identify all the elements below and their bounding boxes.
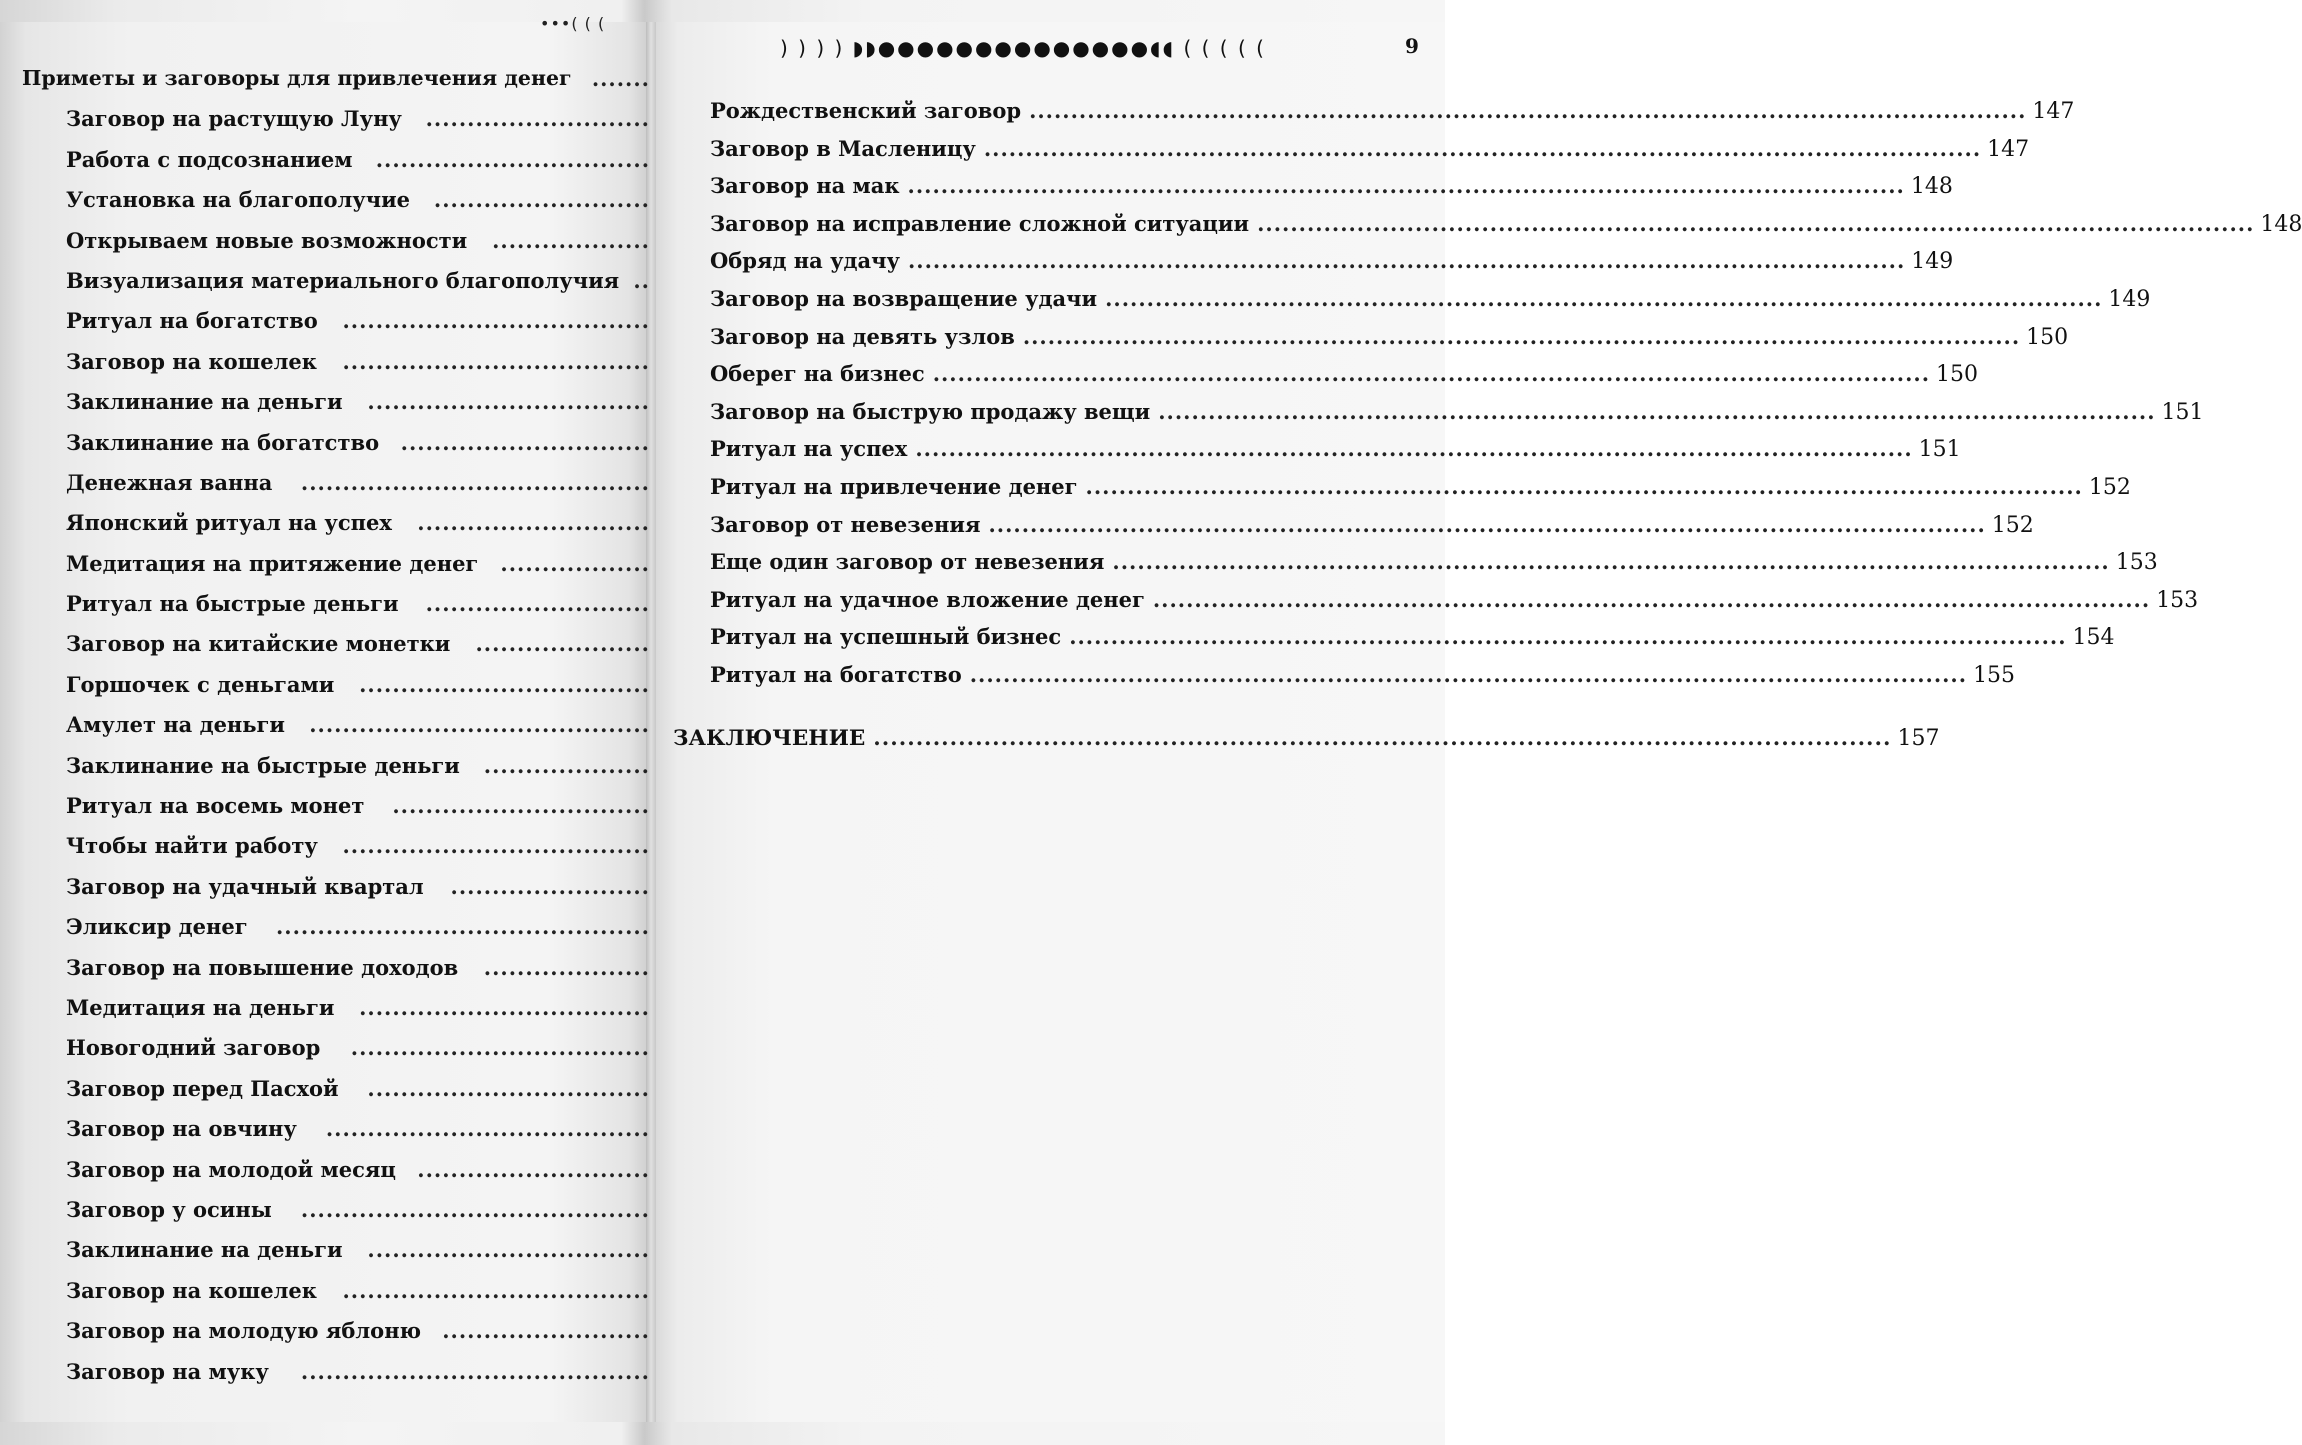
dot-leader: ................... <box>492 227 650 253</box>
toc-entry-title: Денежная ванна <box>66 469 273 495</box>
toc-entry <box>710 624 2115 662</box>
toc-entry <box>710 661 2016 700</box>
toc-entry <box>22 1031 652 1071</box>
dot-leader: ........................................................................................................................ <box>1112 549 2110 575</box>
toc-entry-title: Заговор на китайские монетки <box>66 631 451 657</box>
toc-entry-title: Заговор на растущую Луну <box>66 106 402 132</box>
toc-entry-title: Заклинание на богатство <box>66 429 380 455</box>
toc-entry-title: Медитация на деньги <box>66 994 335 1020</box>
toc-entry-title: Эликсир денег <box>66 914 248 940</box>
dot-leader: ....... <box>591 66 650 91</box>
toc-page-number: 148 <box>2260 211 2302 237</box>
toc-entry-title: Заговор на повышение доходов <box>66 954 459 980</box>
toc-entry-title: Заговор в Масленицу <box>710 135 976 161</box>
dot-leader: ........................................................................................................................ <box>932 361 1931 387</box>
dot-leader: .................................. <box>367 1237 650 1263</box>
dot-leader: ........................................................................................................................ <box>907 248 1906 274</box>
dot-leader: ................................. <box>375 146 650 172</box>
toc-entry <box>22 183 652 223</box>
toc-entry-title: Чтобы найти работу <box>66 833 318 859</box>
dot-leader: ............................... <box>392 793 650 819</box>
toc-entry-title: Ритуал на восемь монет <box>66 793 365 819</box>
toc-entry-title: Японский ритуал на успех <box>66 510 392 536</box>
toc-entry <box>22 1314 652 1354</box>
dot-leader: ............................ <box>417 1156 650 1182</box>
toc-entry <box>710 98 2075 136</box>
toc-entry-title: Визуализация материального благополучия <box>66 267 620 293</box>
toc-entry-title: Заговор перед Пасхой <box>66 1075 339 1101</box>
toc-entry-title: ЗАКЛЮЧЕНИЕ <box>673 725 866 751</box>
toc-page-number: 148 <box>1910 174 1953 200</box>
dot-leader: ........................................................................................................................ <box>1022 323 2021 349</box>
dot-leader: .. <box>633 267 650 293</box>
toc-entry <box>22 304 652 344</box>
toc-entry <box>710 473 2131 512</box>
toc-entry <box>22 870 652 910</box>
toc-entry-title: Заговор на удачный квартал <box>66 873 424 899</box>
toc-entry-title: Заклинание на деньги <box>66 389 343 415</box>
dot-leader: .................................... <box>350 1035 650 1061</box>
dot-leader: ................................... <box>359 671 650 697</box>
toc-entry <box>22 587 652 627</box>
toc-page-number: 150 <box>2026 324 2069 350</box>
dot-leader: ........................ <box>450 873 650 899</box>
toc-entry <box>710 436 1961 474</box>
dot-leader: ..................... <box>475 631 650 657</box>
toc-page-number: 151 <box>1918 437 1961 463</box>
dot-leader: ........................................................................................................................ <box>1152 586 2151 612</box>
toc-conclusion-entry <box>673 725 1940 764</box>
dot-leader: .................................. <box>367 389 650 415</box>
toc-entry <box>710 398 2204 437</box>
toc-entry-title: Амулет на деньги <box>66 712 285 738</box>
toc-entry-title: Ритуал на успешный бизнес <box>710 624 1062 650</box>
toc-entry <box>710 135 2030 174</box>
toc-entry <box>22 1233 652 1273</box>
toc-entry <box>710 511 2034 550</box>
dot-leader: .......................... <box>433 187 650 213</box>
toc-entry <box>22 466 652 506</box>
page-number: 9 <box>1405 34 1419 58</box>
dot-leader: ......................... <box>442 1318 650 1344</box>
toc-entry-title: Заговор на молодой месяц <box>66 1156 396 1182</box>
dot-leader: .................. <box>500 550 650 576</box>
dot-leader: ......................................... <box>309 712 650 738</box>
toc-entry <box>22 506 652 546</box>
dot-leader: ..................................... <box>342 348 650 374</box>
dot-leader: ........................................................................................................................ <box>1029 98 2027 123</box>
toc-entry <box>22 749 652 789</box>
toc-entry-title: Заговор на возвращение удачи <box>710 285 1098 311</box>
toc-heading <box>22 62 652 102</box>
toc-entry <box>22 345 652 385</box>
toc-entry <box>22 1355 652 1395</box>
dot-leader: ..................................... <box>342 308 650 334</box>
toc-entry-title: Ритуал на успех <box>710 436 908 462</box>
moon-phase-ornament-left: •••( ( ( <box>540 14 606 33</box>
toc-entry-title: Оберег на бизнес <box>710 361 925 387</box>
toc-entry-title: Еще один заговор от невезения <box>710 549 1105 575</box>
toc-entry <box>22 829 652 869</box>
toc-entry-title: Горшочек с деньгами <box>66 671 335 697</box>
toc-entry-title: Заговор на молодую яблоню <box>66 1318 422 1344</box>
toc-entry <box>22 1274 652 1314</box>
toc-entry-title: Работа с подсознанием <box>66 146 353 172</box>
toc-entry-title: Заговор на овчину <box>66 1116 297 1142</box>
dot-leader: .......................................... <box>300 469 650 495</box>
toc-entry <box>710 549 2158 587</box>
toc-entry <box>22 668 652 708</box>
toc-entry <box>710 361 1979 399</box>
toc-entry-title: Заговор на быструю продажу вещи <box>710 398 1151 424</box>
toc-entry <box>22 385 652 425</box>
toc-page-number: 154 <box>2072 625 2115 651</box>
toc-entry-title: Обряд на удачу <box>710 248 900 274</box>
dot-leader: ........................................................................................................................ <box>988 511 1986 537</box>
dot-leader: ..................................... <box>342 1277 650 1303</box>
dot-leader: ........................................................................................................................ <box>969 661 1968 687</box>
dot-leader: ........................................................................................................................ <box>1105 285 2103 311</box>
dot-leader: .......................................... <box>300 1196 650 1222</box>
toc-entry-title: Заговор от невезения <box>710 511 981 537</box>
dot-leader: .................... <box>483 954 650 980</box>
dot-leader: ....................................... <box>325 1116 650 1142</box>
toc-page-number: 147 <box>1987 136 2030 162</box>
toc-page-number: 150 <box>1936 362 1979 388</box>
toc-entry <box>22 910 652 950</box>
dot-leader: ............................................. <box>276 914 650 940</box>
dot-leader: ............................ <box>417 510 650 536</box>
toc-entry <box>22 1193 652 1233</box>
toc-entry-title: Ритуал на богатство <box>66 308 318 334</box>
toc-entry-title: Ритуал на привлечение денег <box>710 473 1078 499</box>
dot-leader: ........................................................................................................................ <box>983 135 1982 161</box>
left-table-of-contents <box>22 62 652 1395</box>
toc-entry <box>22 224 652 264</box>
dot-leader: ........................................................................................................................ <box>1158 398 2156 424</box>
toc-entry <box>22 951 652 991</box>
dot-leader: ........................... <box>425 106 650 132</box>
right-table-of-contents <box>673 98 2302 763</box>
moon-phase-ornament: ) ) ) ) ◗◗●●●●●●●●●●●●●●◖◖ ( ( ( ( ( <box>780 36 1266 60</box>
toc-entry-title: Заговор на девять узлов <box>710 323 1015 349</box>
dot-leader: ........................................................................................................................ <box>1069 624 2067 650</box>
dot-leader: ........................... <box>425 591 650 617</box>
toc-page-number: 152 <box>2088 474 2131 500</box>
toc-entry <box>22 991 652 1031</box>
dot-leader: ........................................................................................................................ <box>873 725 1892 751</box>
dot-leader: ........................................................................................................................ <box>915 436 1913 462</box>
toc-page-number: 157 <box>1897 725 1940 751</box>
toc-entry <box>22 547 652 587</box>
toc-entry-title: Заговор на муку <box>66 1358 269 1384</box>
toc-entry-title: Заговор на мак <box>710 173 900 199</box>
toc-entry-title: Рождественский заговор <box>710 98 1022 123</box>
toc-page-number: 147 <box>2032 99 2075 124</box>
toc-entry-title: Заговор на кошелек <box>66 1277 317 1303</box>
toc-entry-title: Заклинание на быстрые деньги <box>66 752 460 778</box>
toc-entry-title: Ритуал на богатство <box>710 661 962 687</box>
toc-entry <box>22 102 652 142</box>
toc-entry <box>22 1072 652 1112</box>
toc-page-number: 149 <box>1911 249 1954 275</box>
dot-leader: .................................. <box>367 1075 650 1101</box>
toc-page-number: 153 <box>2156 587 2199 613</box>
toc-page-number: 149 <box>2108 286 2151 312</box>
dot-leader: ........................................................................................................................ <box>907 173 1905 199</box>
toc-page-number: 153 <box>2115 550 2158 576</box>
toc-entry-title: Открываем новые возможности <box>66 227 468 253</box>
dot-leader: .............................. <box>400 429 650 455</box>
toc-entry <box>710 323 2069 362</box>
toc-entry-title: Заговор на исправление сложной ситуации <box>710 210 1250 236</box>
toc-entry <box>710 173 1953 211</box>
toc-entry <box>22 426 652 466</box>
toc-page-number: 155 <box>1973 662 2016 688</box>
dot-leader: .......................................... <box>300 1358 650 1384</box>
toc-entry <box>710 285 2151 324</box>
dot-leader: ........................................................................................................................ <box>1257 210 2255 236</box>
toc-entry <box>22 789 652 829</box>
toc-entry <box>22 1112 652 1152</box>
toc-entry <box>22 627 652 667</box>
toc-entry <box>22 1153 652 1193</box>
dot-leader: ................................... <box>359 994 650 1020</box>
dot-leader: ........................................................................................................................ <box>1085 473 2083 499</box>
toc-entry <box>710 248 1954 286</box>
toc-entry-title: Заговор у осины <box>66 1196 272 1222</box>
toc-heading-text: Приметы и заговоры для привлечения денег <box>22 66 572 90</box>
toc-entry <box>22 143 652 183</box>
toc-entry <box>710 586 2199 625</box>
toc-entry-title: Заклинание на деньги <box>66 1237 343 1263</box>
toc-entry <box>710 210 2302 249</box>
toc-entry-title: Установка на благополучие <box>66 187 411 213</box>
dot-leader: ..................................... <box>342 833 650 859</box>
toc-entry-title: Ритуал на быстрые деньги <box>66 591 399 617</box>
toc-entry-title: Заговор на кошелек <box>66 348 317 374</box>
toc-entry <box>22 264 652 304</box>
toc-entry-title: Медитация на притяжение денег <box>66 550 479 576</box>
toc-entry <box>22 708 652 748</box>
toc-page-number: 151 <box>2161 399 2204 425</box>
toc-page-number: 152 <box>1991 512 2034 538</box>
dot-leader: .................... <box>483 752 650 778</box>
toc-entry-title: Новогодний заговор <box>66 1035 321 1061</box>
toc-entry-title: Ритуал на удачное вложение денег <box>710 586 1145 612</box>
